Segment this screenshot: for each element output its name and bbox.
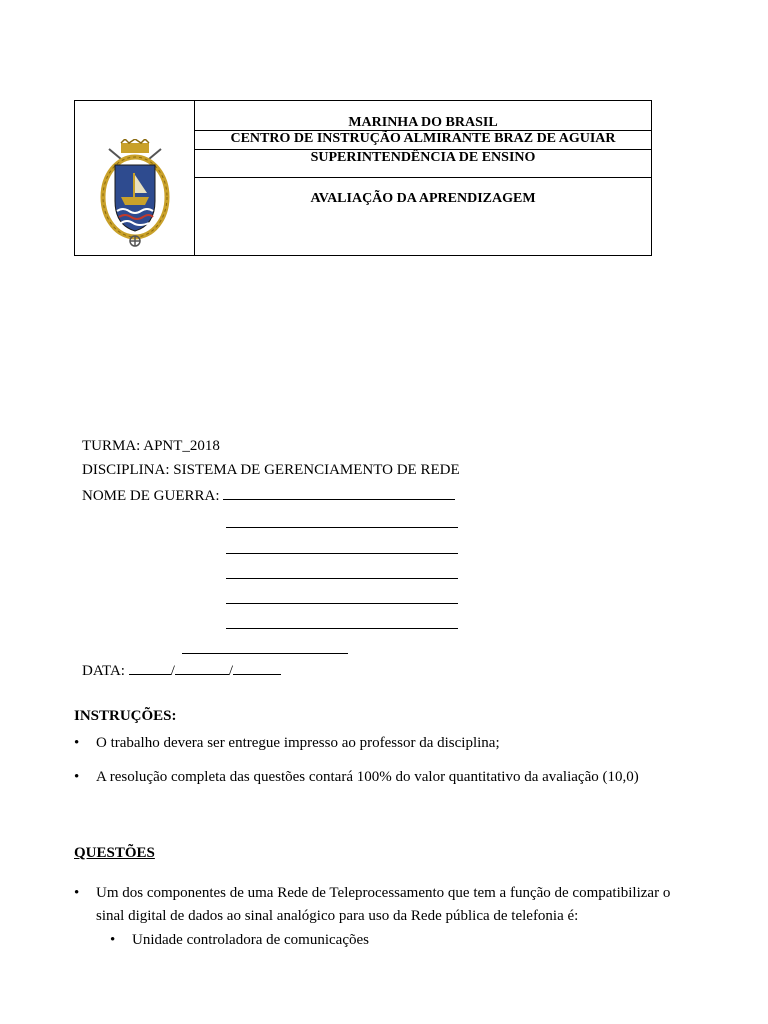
name-blank-line[interactable] [226, 553, 458, 554]
header-superintendence: SUPERINTENDÊNCIA DE ENSINO [310, 150, 536, 165]
name-blank-line[interactable] [226, 578, 458, 579]
option-text: Unidade controladora de comunicações [132, 932, 369, 948]
instruction-text: A resolução completa das questões contará 100% do valor quantitativo da avaliação (10,0) [96, 769, 639, 785]
date-separator: / [170, 663, 175, 679]
date-day-blank[interactable] [129, 662, 171, 675]
nome-guerra-blank[interactable] [223, 487, 455, 500]
header-navy: MARINHA DO BRASIL [348, 115, 498, 130]
bullet: • [74, 769, 80, 785]
bullet: • [74, 885, 80, 901]
header-divider [195, 177, 651, 178]
header-center: CENTRO DE INSTRUÇÃO ALMIRANTE BRAZ DE AGUIAR [230, 131, 616, 146]
question-text-line1: Um dos componentes de uma Rede de Teleprocessamento que tem a função de compatibilizar o [96, 885, 671, 901]
data-field [82, 662, 281, 680]
header-table [74, 100, 652, 256]
nome-guerra-label: NOME DE GUERRA: [82, 488, 224, 504]
nome-guerra-field [82, 487, 455, 505]
header-evaluation-title: AVALIAÇÃO DA APRENDIZAGEM [310, 191, 536, 206]
bullet: • [110, 932, 116, 948]
instruction-text: O trabalho devera ser entregue impresso ao professor da disciplina; [96, 735, 500, 751]
logo-cell [75, 101, 195, 255]
date-separator: / [228, 663, 234, 679]
disciplina-field: DISCIPLINA: SISTEMA DE GERENCIAMENTO DE REDE [82, 462, 460, 478]
name-blank-line[interactable] [226, 603, 458, 604]
data-label: DATA: [82, 663, 129, 679]
name-blank-line[interactable] [226, 628, 458, 629]
navy-coat-of-arms-icon [99, 139, 171, 249]
instructions-title: INSTRUÇÕES: [74, 708, 177, 724]
name-blank-line[interactable] [226, 527, 458, 528]
questions-title: QUESTÕES [74, 845, 155, 861]
bullet: • [74, 735, 80, 751]
date-year-blank[interactable] [233, 662, 281, 675]
turma-field: TURMA: APNT_2018 [82, 438, 220, 454]
date-month-blank[interactable] [175, 662, 229, 675]
question-text-line2: sinal digital de dados ao sinal analógico para uso da Rede pública de telefonia é: [96, 908, 579, 924]
name-blank-line[interactable] [182, 653, 348, 654]
